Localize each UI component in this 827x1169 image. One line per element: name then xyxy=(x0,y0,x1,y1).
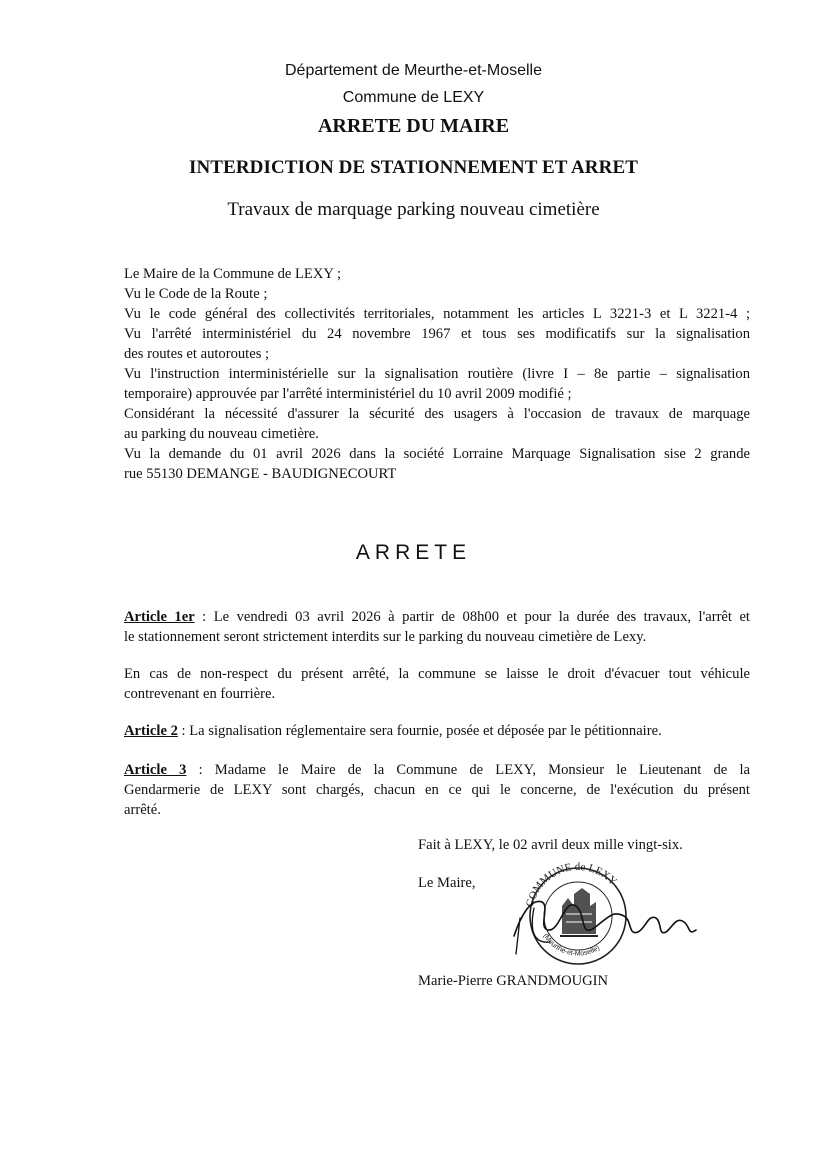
department-line: Département de Meurthe-et-Moselle xyxy=(284,62,542,79)
arrete-heading: ARRETE xyxy=(355,541,472,564)
article-1-text: : Le vendredi 03 avril 2026 à partir de 08h00 et pour la durée des travaux, l'arrêt et xyxy=(194,609,750,625)
article-1-line xyxy=(124,609,750,626)
article-3-line xyxy=(124,762,750,779)
preamble-line: Considérant la nécessité d'assurer la sécurité des usagers à l'occasion de travaux de marquage xyxy=(124,406,750,422)
document-subtitle: Travaux de marquage parking nouveau cimetière xyxy=(227,199,600,220)
article-3-line: Gendarmerie de LEXY sont chargés, chacun en ce qui le concerne, de l'exécution du présent xyxy=(124,782,750,798)
svg-text:COMMUNE de LEXY: COMMUNE de LEXY xyxy=(523,860,620,909)
preamble-line: au parking du nouveau cimetière. xyxy=(124,426,319,442)
penalty-line: En cas de non-respect du présent arrêté, la commune se laisse le droit d'évacuer tout véhicule xyxy=(124,666,750,682)
article-3-label: Article 3 xyxy=(124,762,187,778)
preamble-line: Vu l'arrêté interministériel du 24 novembre 1967 et tous ses modificatifs sur la signalisation xyxy=(124,326,750,342)
preamble-line: rue 55130 DEMANGE - BAUDIGNECOURT xyxy=(124,466,397,482)
article-1-line: le stationnement seront strictement interdits sur le parking du nouveau cimetière de Lexy. xyxy=(124,629,647,645)
signature-and-seal xyxy=(490,858,710,968)
signatory-role: Le Maire, xyxy=(418,875,476,891)
decree-type: ARRETE DU MAIRE xyxy=(317,115,510,137)
penalty-line: contrevenant en fourrière. xyxy=(124,686,276,702)
preamble-line: temporaire) approuvée par l'arrêté interministériel du 10 avril 2009 modifié ; xyxy=(124,386,572,402)
preamble-line: Vu l'instruction interministérielle sur la signalisation routière (livre I – 8e partie – signalisation xyxy=(124,366,750,382)
article-2-label: Article 2 xyxy=(124,723,178,739)
article-2 xyxy=(124,723,662,740)
article-3-text: : Madame le Maire de la Commune de LEXY, Monsieur le Lieutenant de la xyxy=(186,762,750,778)
preamble-line: Vu le code général des collectivités territoriales, notamment les articles L 3221-3 et L 3221-4 ; xyxy=(124,306,750,322)
svg-text:(Meurthe-et-Moselle): (Meurthe-et-Moselle) xyxy=(541,932,602,958)
document-title: INTERDICTION DE STATIONNEMENT ET ARRET xyxy=(188,157,638,178)
commune-line: Commune de LEXY xyxy=(342,89,485,106)
town-seal xyxy=(524,861,626,964)
article-1-label: Article 1er xyxy=(124,609,195,625)
handwritten-signature xyxy=(514,901,696,936)
preamble-line: Le Maire de la Commune de LEXY ; xyxy=(124,266,342,282)
signature-seal-graphic xyxy=(490,858,710,968)
preamble-line: Vu la demande du 01 avril 2026 dans la société Lorraine Marquage Signalisation sise 2 grande xyxy=(124,446,750,462)
signatory-name: Marie-Pierre GRANDMOUGIN xyxy=(418,973,609,989)
article-3-line: arrêté. xyxy=(124,802,161,818)
preamble-line: des routes et autoroutes ; xyxy=(124,346,270,362)
article-2-text: : La signalisation réglementaire sera fournie, posée et déposée par le pétitionnaire. xyxy=(177,723,662,739)
preamble-line: Vu le Code de la Route ; xyxy=(124,286,268,302)
place-date: Fait à LEXY, le 02 avril deux mille vingt-six. xyxy=(418,837,683,853)
